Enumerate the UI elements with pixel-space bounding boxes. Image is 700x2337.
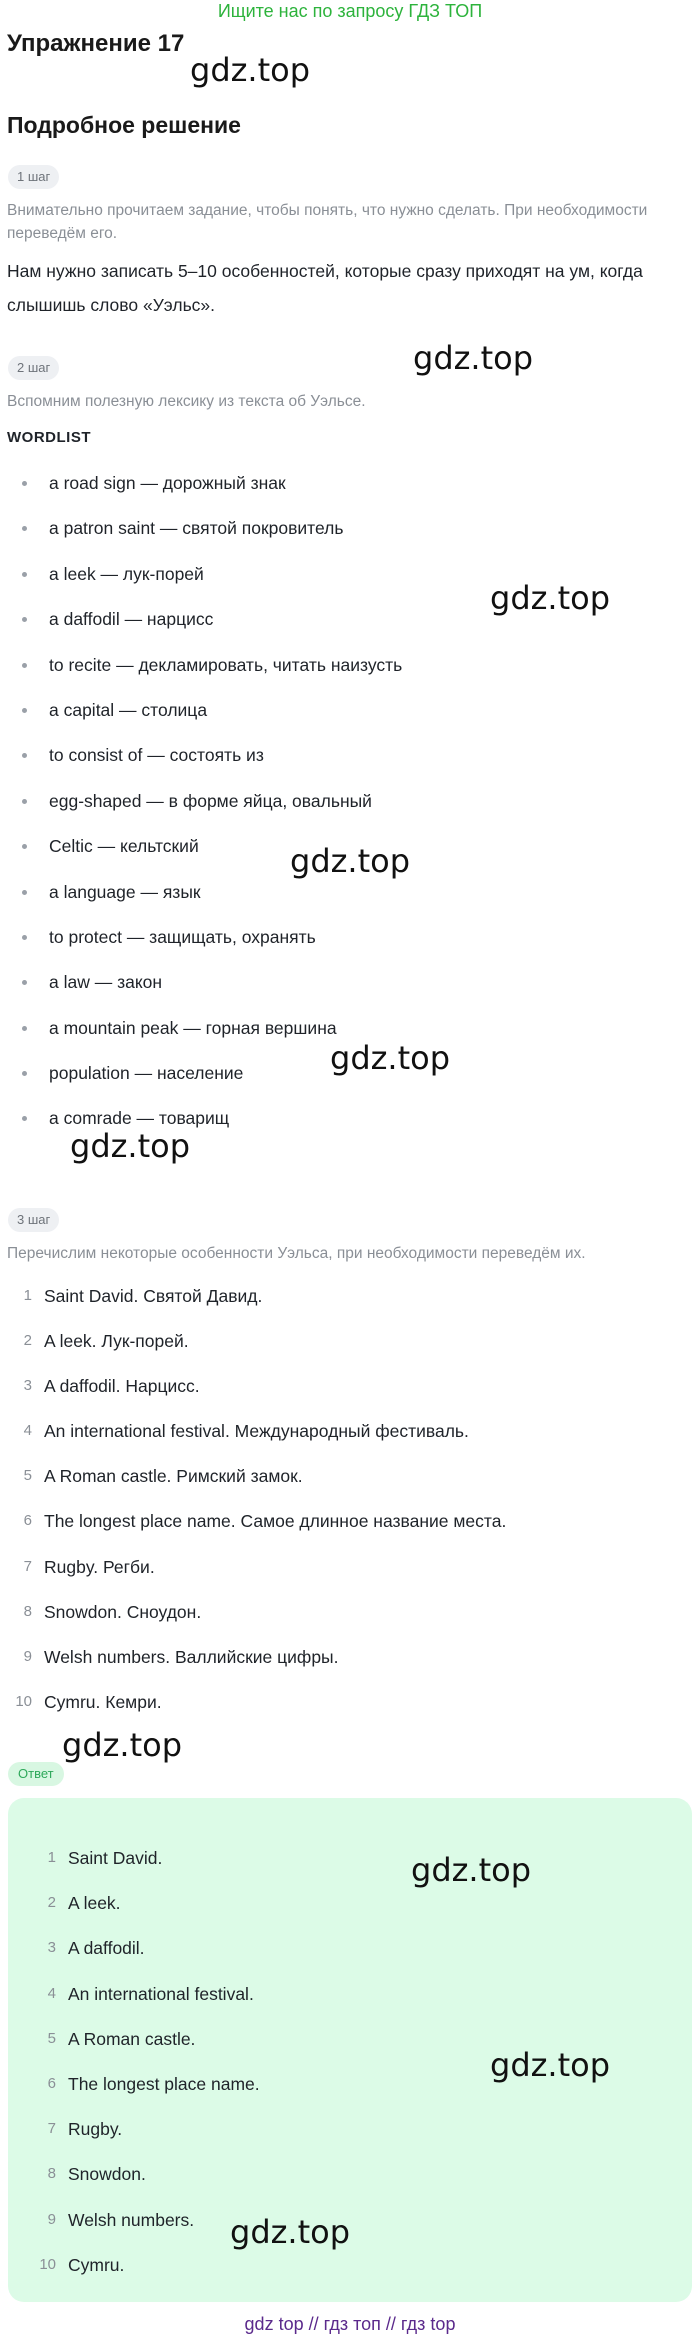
answer-item	[0, 1891, 700, 1936]
bullet-dot-icon	[22, 799, 27, 804]
item-number: 6	[47, 2074, 56, 2092]
wordlist-item	[0, 789, 700, 834]
item-text: An international festival.	[68, 1983, 254, 2004]
feature-item	[0, 1284, 700, 1329]
answer-item	[0, 1936, 700, 1981]
feature-item	[0, 1419, 700, 1464]
item-number: 9	[23, 1647, 32, 1665]
feature-item	[0, 1509, 700, 1554]
item-text: An international festival. Международный фестиваль.	[44, 1421, 469, 1442]
feature-item	[0, 1555, 700, 1600]
item-number: 1	[47, 1849, 56, 1866]
item-text: A daffodil.	[68, 1938, 145, 1959]
item-text: Welsh numbers. Валлийские цифры.	[44, 1646, 339, 1667]
wordlist-item	[0, 970, 700, 1015]
wordlist-item-text: to recite — декламировать, читать наизусть	[49, 654, 403, 675]
wordlist-item	[0, 743, 700, 788]
item-text: Saint David.	[68, 1848, 163, 1868]
bullet-dot-icon	[22, 617, 27, 622]
feature-item	[0, 1600, 700, 1645]
bullet-dot-icon	[22, 980, 27, 985]
item-text: A Roman castle.	[68, 2028, 196, 2049]
answer-item	[0, 2162, 700, 2207]
step-2-hint: Вспомним полезную лексику из текста об Уэльсе.	[7, 393, 366, 410]
item-text: The longest place name. Самое длинное название места.	[44, 1511, 507, 1532]
wordlist-item-text: Celtic — кельтский	[49, 836, 199, 857]
watermark: gdz.top	[290, 842, 411, 880]
wordlist-item-text: a road sign — дорожный знак	[49, 473, 286, 493]
item-text: Rugby.	[68, 2119, 123, 2140]
answer-item	[0, 2117, 700, 2162]
bullet-dot-icon	[22, 1116, 27, 1121]
item-number: 3	[47, 1939, 56, 1957]
footer-links[interactable]: gdz top // гдз топ // гдз top	[244, 2314, 456, 2334]
item-text: Cymru. Кемри.	[44, 1691, 162, 1712]
wordlist-item-text: population — население	[49, 1063, 244, 1084]
wordlist-item-text: a patron saint — святой покровитель	[49, 518, 344, 539]
watermark: gdz.top	[330, 1039, 451, 1077]
wordlist-item-text: to protect — защищать, охранять	[49, 926, 316, 947]
bullet-dot-icon	[22, 572, 27, 577]
bullet-dot-icon	[22, 481, 27, 486]
exercise-title: Упражнение 17	[7, 30, 185, 57]
answer-item	[0, 1982, 700, 2027]
item-text: The longest place name.	[68, 2073, 260, 2094]
answer-badge: Ответ	[8, 1762, 64, 1786]
item-number: 7	[23, 1557, 32, 1575]
watermark: gdz.top	[411, 1851, 532, 1889]
item-text: Snowdon.	[68, 2164, 146, 2185]
watermark: gdz.top	[70, 1127, 191, 1165]
bullet-dot-icon	[22, 935, 27, 940]
watermark: gdz.top	[413, 339, 534, 377]
wordlist-title: WORDLIST	[7, 429, 91, 446]
feature-item	[0, 1645, 700, 1690]
item-text: Rugby. Регби.	[44, 1556, 155, 1577]
watermark: gdz.top	[62, 1726, 183, 1764]
bullet-dot-icon	[22, 844, 27, 849]
wordlist-item-text: a mountain peak — горная вершина	[49, 1017, 337, 1038]
step-2-badge: 2 шаг	[8, 356, 59, 380]
bullet-dot-icon	[22, 526, 27, 531]
feature-item	[0, 1374, 700, 1419]
feature-item	[0, 1464, 700, 1509]
feature-item	[0, 1329, 700, 1374]
watermark: gdz.top	[490, 2046, 611, 2084]
item-number: 1	[23, 1287, 32, 1304]
item-number: 9	[47, 2210, 56, 2228]
wordlist-item-text: a daffodil — нарцисс	[49, 609, 214, 630]
wordlist-item	[0, 925, 700, 970]
solution-heading: Подробное решение	[7, 112, 241, 138]
item-text: Welsh numbers.	[68, 2209, 195, 2230]
bullet-dot-icon	[22, 1071, 27, 1076]
item-number: 10	[39, 2255, 56, 2273]
item-number: 4	[23, 1422, 32, 1440]
wordlist-item-text: egg-shaped — в форме яйца, овальный	[49, 790, 372, 811]
wordlist-item	[0, 471, 700, 516]
wordlist-item-text: a law — закон	[49, 972, 163, 993]
bullet-dot-icon	[22, 753, 27, 758]
item-number: 8	[23, 1602, 32, 1620]
step-1-text: Нам нужно записать 5–10 особенностей, которые сразу приходят на ум, когда слышишь слово «Уэльс».	[7, 261, 643, 315]
wordlist-item	[0, 698, 700, 743]
item-number: 2	[47, 1894, 56, 1912]
bullet-dot-icon	[22, 663, 27, 668]
item-text: A leek.	[68, 1893, 121, 1914]
item-text: A daffodil. Нарцисс.	[44, 1376, 200, 1397]
wordlist-item-text: a comrade — товарищ	[49, 1108, 230, 1129]
wordlist-item-text: a capital — столица	[49, 699, 208, 720]
wordlist-item	[0, 516, 700, 561]
item-number: 6	[23, 1512, 32, 1530]
item-number: 5	[47, 2029, 56, 2047]
promo-banner[interactable]: Ищите нас по запросу ГДЗ ТОП	[217, 1, 483, 21]
item-number: 8	[47, 2165, 56, 2183]
watermark: gdz.top	[490, 579, 611, 617]
wordlist-item-text: a language — язык	[49, 881, 201, 902]
item-number: 5	[23, 1467, 32, 1485]
wordlist-item-text: a leek — лук-порей	[49, 563, 204, 584]
bullet-dot-icon	[22, 708, 27, 713]
answer-item	[0, 2253, 700, 2298]
step-1-badge: 1 шаг	[8, 165, 59, 189]
step-3-hint: Перечислим некоторые особенности Уэльса, при необходимости переведём их.	[7, 1245, 586, 1262]
item-text: Snowdon. Сноудон.	[44, 1601, 202, 1622]
step-1-hint: Внимательно прочитаем задание, чтобы понять, что нужно сделать. При необходимости переведём его.	[7, 202, 648, 242]
watermark: gdz.top	[190, 51, 311, 89]
bullet-dot-icon	[22, 890, 27, 895]
bullet-dot-icon	[22, 1026, 27, 1031]
wordlist-item	[0, 880, 700, 925]
item-number: 4	[47, 1984, 56, 2002]
item-text: Cymru.	[68, 2254, 125, 2275]
item-text: Saint David. Святой Давид.	[44, 1286, 263, 1306]
item-number: 10	[15, 1692, 32, 1710]
item-text: A leek. Лук-порей.	[44, 1331, 189, 1352]
watermark: gdz.top	[230, 2213, 351, 2251]
item-text: A Roman castle. Римский замок.	[44, 1466, 303, 1487]
item-number: 3	[23, 1377, 32, 1395]
wordlist-item-text: to consist of — состоять из	[49, 745, 264, 766]
item-number: 7	[47, 2120, 56, 2138]
wordlist-item	[0, 653, 700, 698]
answer-item	[0, 1846, 700, 1891]
item-number: 2	[23, 1332, 32, 1350]
features-list	[0, 1284, 700, 1735]
step-3-badge: 3 шаг	[8, 1208, 59, 1232]
